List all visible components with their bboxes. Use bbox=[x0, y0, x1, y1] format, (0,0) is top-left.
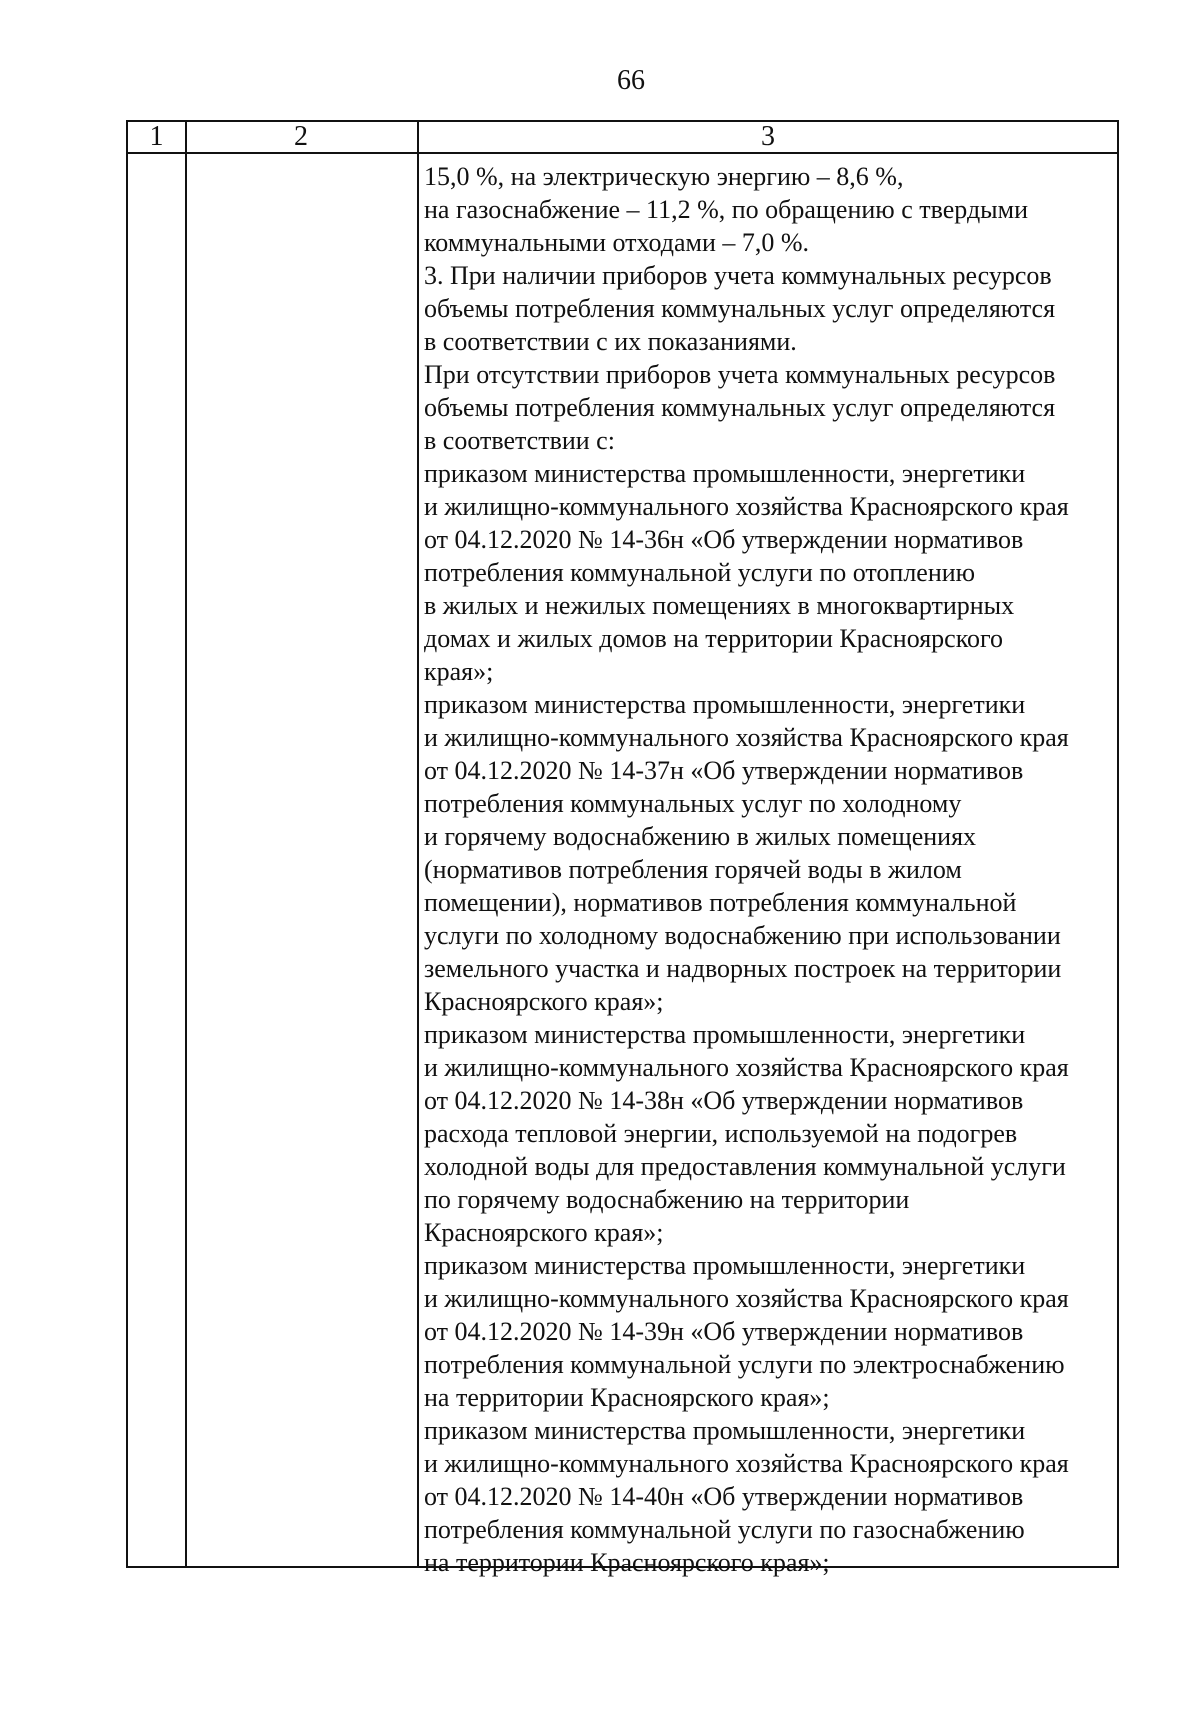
text-line: от 04.12.2020 № 14-40н «Об утверждении нормативов bbox=[424, 1482, 1024, 1511]
page-number: 66 bbox=[617, 65, 645, 96]
text-line: от 04.12.2020 № 14-38н «Об утверждении нормативов bbox=[424, 1086, 1024, 1115]
text-line: приказом министерства промышленности, энергетики bbox=[424, 690, 1026, 719]
text-line: услуги по холодному водоснабжению при использовании bbox=[424, 921, 1061, 950]
text-line: от 04.12.2020 № 14-39н «Об утверждении нормативов bbox=[424, 1317, 1024, 1346]
text-line: помещении), нормативов потребления коммунальной bbox=[424, 888, 1017, 917]
text-line: и жилищно-коммунального хозяйства Красноярского края bbox=[424, 1449, 1069, 1478]
text-line: потребления коммунальной услуги по электроснабжению bbox=[424, 1350, 1065, 1379]
text-line: приказом министерства промышленности, энергетики bbox=[424, 1416, 1026, 1445]
text-line: домах и жилых домов на территории Красноярского bbox=[424, 624, 1004, 653]
text-line: в жилых и нежилых помещениях в многоквартирных bbox=[424, 591, 1015, 620]
table-header-row bbox=[128, 122, 1117, 154]
document-table bbox=[126, 120, 1119, 1577]
text-line: При отсутствии приборов учета коммунальных ресурсов bbox=[424, 360, 1056, 389]
text-line: расхода тепловой энергии, используемой на подогрев bbox=[424, 1119, 1018, 1148]
text-line: приказом министерства промышленности, энергетики bbox=[424, 459, 1026, 488]
text-line: 15,0 %, на электрическую энергию – 8,6 %, bbox=[424, 162, 904, 191]
text-line: приказом министерства промышленности, энергетики bbox=[424, 1251, 1026, 1280]
text-line: коммунальными отходами – 7,0 %. bbox=[424, 228, 810, 257]
text-line: объемы потребления коммунальных услуг определяются bbox=[424, 294, 1056, 323]
text-line: и жилищно-коммунального хозяйства Красноярского края bbox=[424, 1284, 1069, 1313]
text-line: 3. При наличии приборов учета коммунальных ресурсов bbox=[424, 261, 1052, 290]
text-line: потребления коммунальной услуги по отоплению bbox=[424, 558, 976, 587]
text-line: потребления коммунальной услуги по газоснабжению bbox=[424, 1515, 1025, 1544]
text-line: потребления коммунальных услуг по холодному bbox=[424, 789, 962, 818]
text-line: в соответствии с: bbox=[424, 426, 615, 455]
column-header-1: 1 bbox=[149, 121, 164, 152]
text-line: в соответствии с их показаниями. bbox=[424, 327, 797, 356]
text-line: по горячему водоснабжению на территории bbox=[424, 1185, 910, 1214]
text-line: Красноярского края»; bbox=[424, 987, 664, 1016]
column-header-2: 2 bbox=[294, 121, 308, 152]
text-line: на территории Красноярского края»; bbox=[424, 1548, 830, 1577]
text-line: (нормативов потребления горячей воды в жилом bbox=[424, 855, 962, 884]
text-line: на территории Красноярского края»; bbox=[424, 1383, 830, 1412]
text-line: и горячему водоснабжению в жилых помещениях bbox=[424, 822, 977, 851]
text-line: от 04.12.2020 № 14-36н «Об утверждении нормативов bbox=[424, 525, 1024, 554]
text-line: приказом министерства промышленности, энергетики bbox=[424, 1020, 1026, 1049]
text-line: края»; bbox=[424, 657, 494, 686]
column-header-3: 3 bbox=[761, 121, 775, 152]
text-line: от 04.12.2020 № 14-37н «Об утверждении нормативов bbox=[424, 756, 1024, 785]
column-divider-2 bbox=[417, 122, 419, 1566]
text-line: объемы потребления коммунальных услуг определяются bbox=[424, 393, 1056, 422]
column-3-text bbox=[424, 160, 1118, 1579]
text-line: и жилищно-коммунального хозяйства Красноярского края bbox=[424, 492, 1069, 521]
text-line: и жилищно-коммунального хозяйства Красноярского края bbox=[424, 1053, 1069, 1082]
text-line: Красноярского края»; bbox=[424, 1218, 664, 1247]
text-line: и жилищно-коммунального хозяйства Красноярского края bbox=[424, 723, 1069, 752]
column-divider-1 bbox=[185, 122, 187, 1566]
text-line: холодной воды для предоставления коммунальной услуги bbox=[424, 1152, 1066, 1181]
text-line: на газоснабжение – 11,2 %, по обращению с твердыми bbox=[424, 195, 1029, 224]
text-line: земельного участка и надворных построек на территории bbox=[424, 954, 1062, 983]
